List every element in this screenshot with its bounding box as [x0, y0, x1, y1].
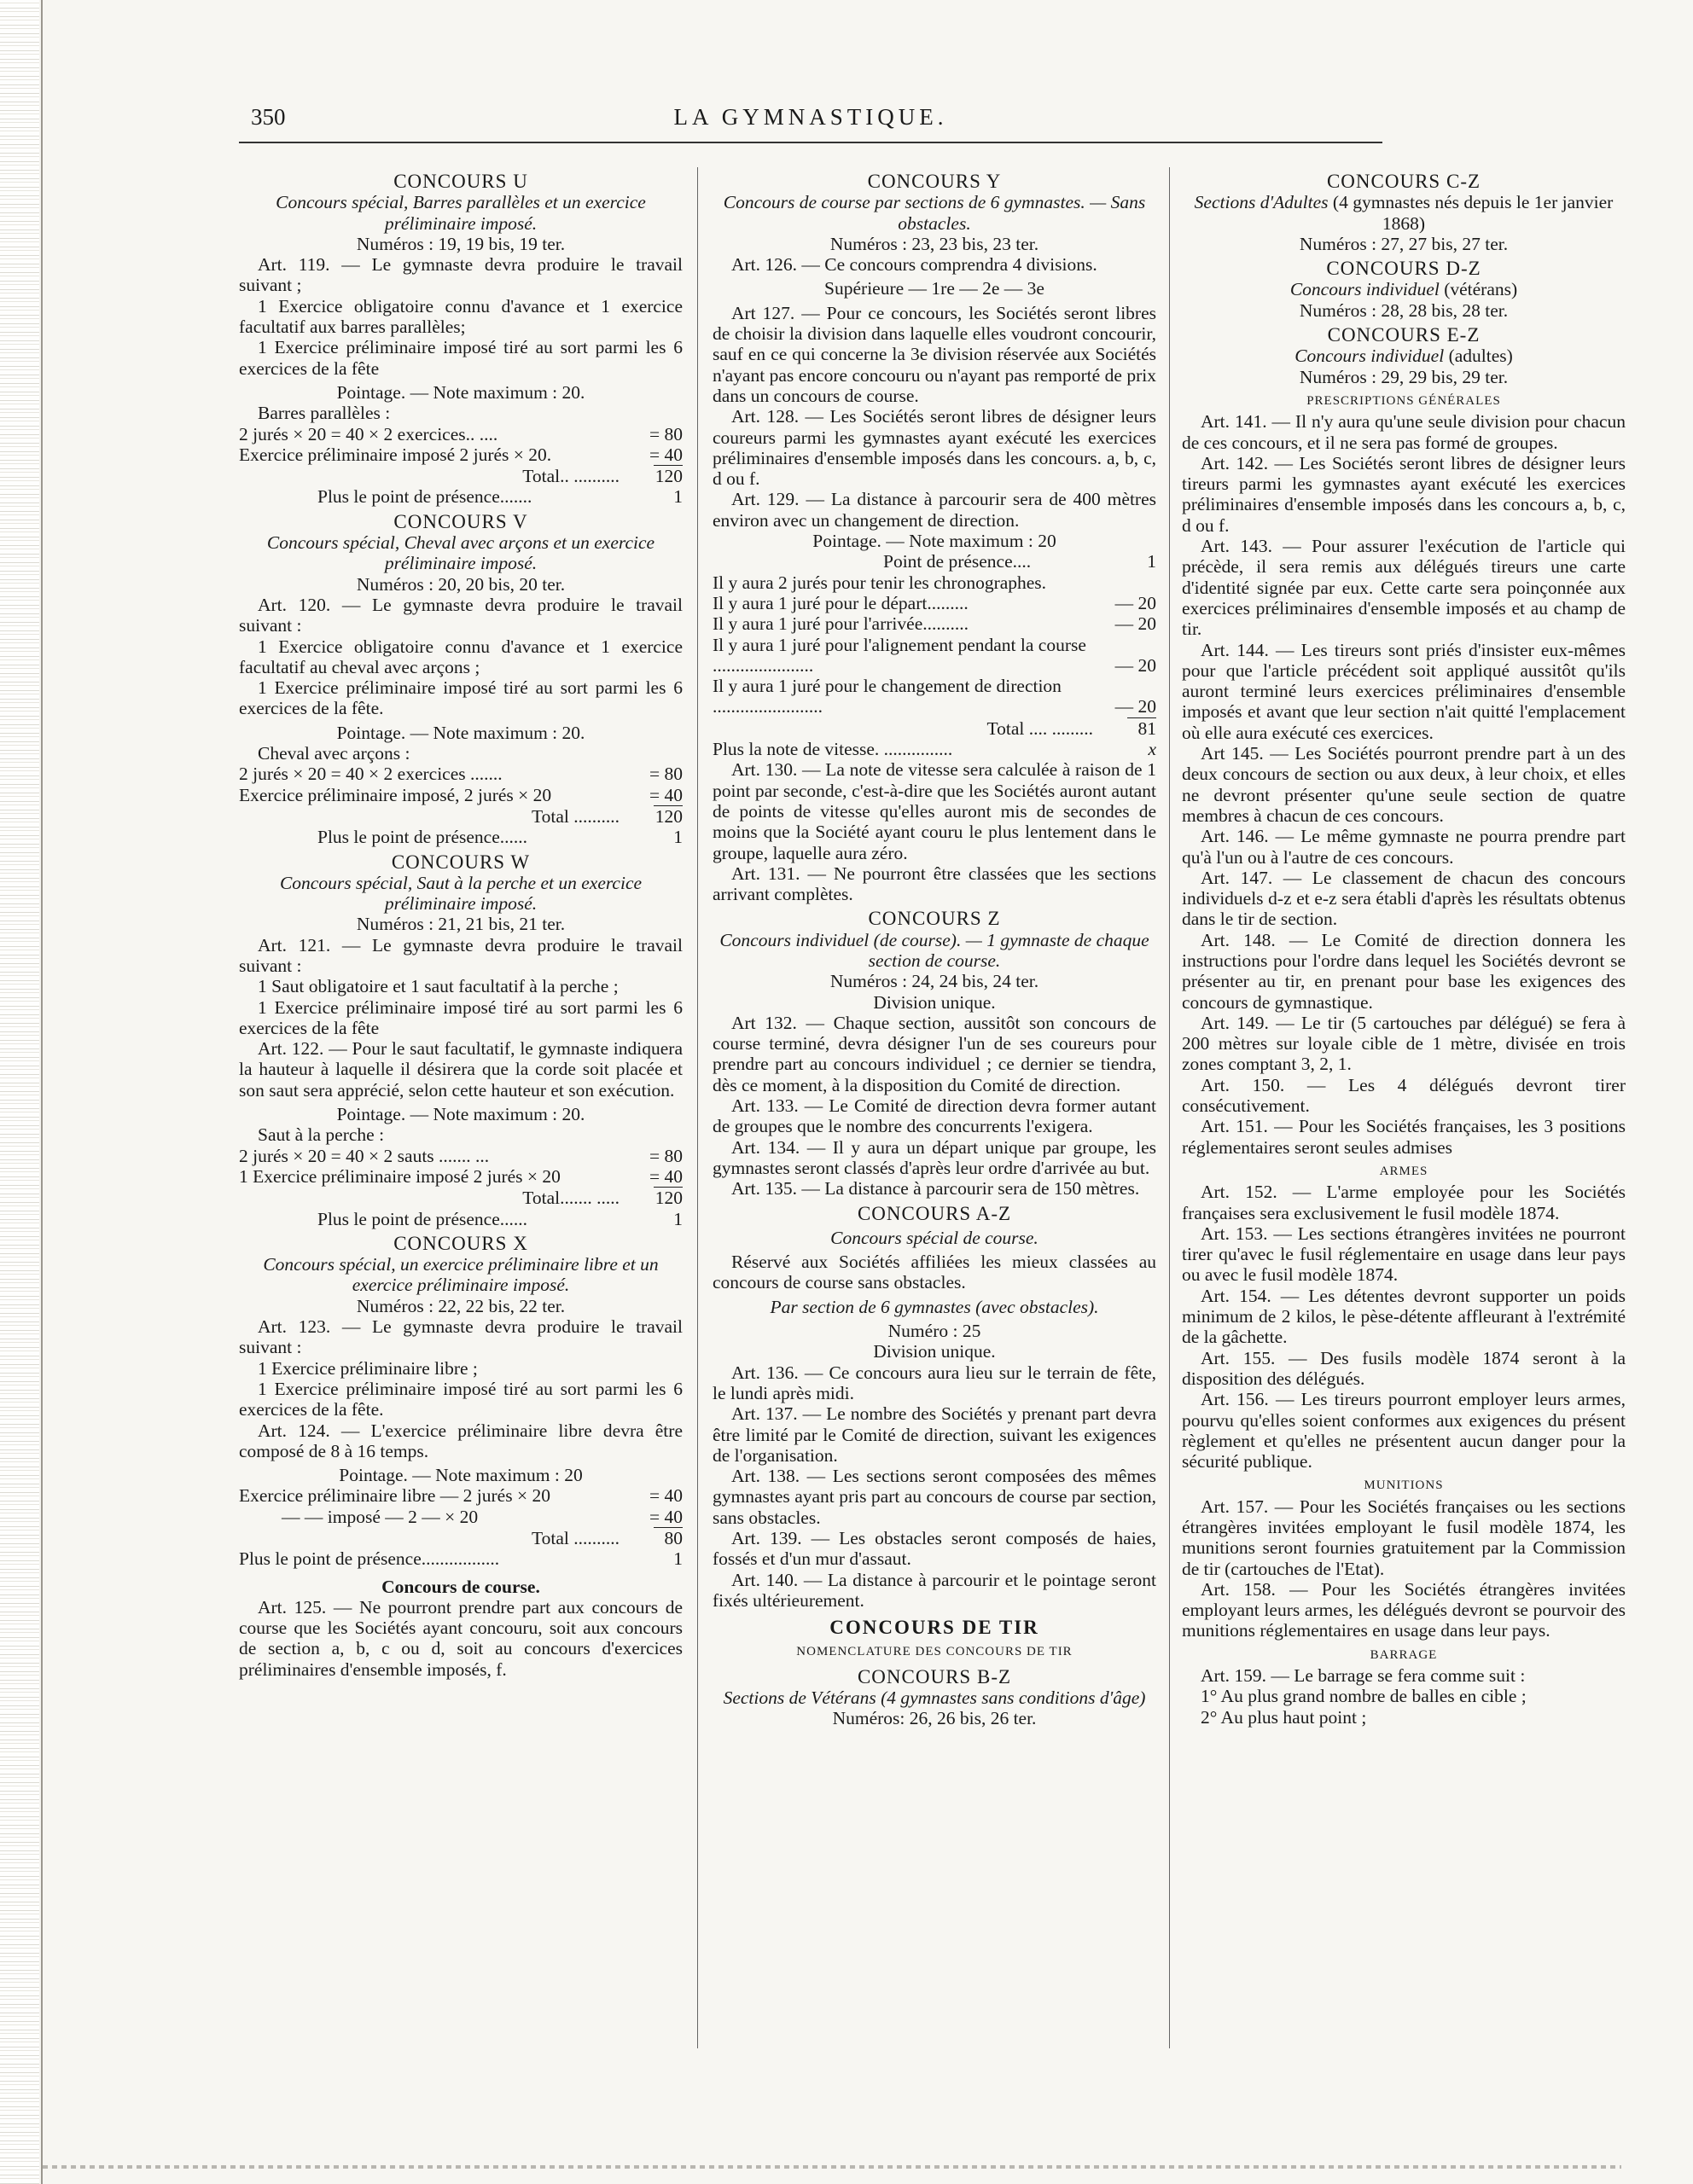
scoring-heading: Pointage. — Note maximum : 20.: [336, 381, 585, 403]
column-2: [713, 167, 1156, 1729]
section-subtitle: Concours spécial, un exercice préliminaire libre et un exercice préliminaire imposé.: [263, 1254, 659, 1296]
article-text: 1 Exercice préliminaire imposé tiré au sort parmi les 6 exercices de la fête: [239, 996, 683, 1038]
score-total: Total .... ......... 81: [986, 717, 1156, 739]
section-heading: CONCOURS Y: [867, 171, 1002, 192]
article-text: 1 Exercice obligatoire connu d'avance et 1 exercice facultatif aux barres parallèles;: [239, 295, 683, 338]
scoring-heading: Pointage. — Note maximum : 20.: [336, 722, 585, 743]
scoring-heading: Pointage. — Note maximum : 20: [812, 531, 1056, 552]
numbers-line: Numéros : 29, 29 bis, 29 ter.: [1299, 366, 1509, 387]
book-binding-edge: [0, 0, 39, 2184]
section-subtitle: Sections de Vétérans (4 gymnastes sans conditions d'âge): [723, 1687, 1146, 1709]
article-text: Art. 159. — Le barrage se fera comme suit :: [1201, 1665, 1526, 1687]
presence-row: Plus le point de présence...... 1: [317, 827, 683, 848]
presence-row: Plus le point de présence...... 1: [317, 1208, 683, 1229]
article-text: Art. 120. — Le gymnaste devra produire le travail suivant :: [239, 594, 683, 636]
numbers-line: Numéros: 26, 26 bis, 26 ter.: [832, 1708, 1037, 1729]
score-line: Il y aura 2 jurés pour tenir les chronographes.: [713, 572, 1047, 593]
article-text: Art. 147. — Le classement de chacun des concours individuels d-z et e-z sera établi d'après les résultats obtenus dans le tir de section.: [1182, 867, 1626, 930]
section-subtitle: Sections d'Adultes (4 gymnastes nés depuis le 1er janvier 1868): [1194, 192, 1614, 234]
article-text: Art. 153. — Les sections étrangères invitées ne pourront tirer qu'avec le fusil réglementaire en usage dans leur pays ou avec le fusil modèle 1874.: [1182, 1223, 1626, 1286]
article-text: Art 132. — Chaque section, aussitôt son concours de course terminé, devra désigner l'un de ses coureurs pour prendre part au concours individuel ; ce dernier se tiendra, dès ce moment, à la disposition du Comité de direction.: [713, 1012, 1156, 1095]
presence-row: Plus le point de présence....... 1: [317, 486, 683, 508]
column-divider-2: [1169, 167, 1170, 2048]
numbers-line: Numéros : 24, 24 bis, 24 ter.: [829, 971, 1039, 992]
gutter-line: [41, 0, 43, 2184]
section-heading: CONCOURS A-Z: [857, 1202, 1012, 1224]
numbers-line: Numéro : 25: [887, 1321, 981, 1342]
section-subtitle: Concours de course par sections de 6 gymnastes. — Sans obstacles.: [723, 192, 1146, 234]
article-text: Art. 123. — Le gymnaste devra produire le travail suivant :: [239, 1316, 683, 1358]
article-text: Art. 125. — Ne pourront prendre part aux concours de course que les Sociétés ayant concouru, soit aux concours de section a, b, c ou d, soit au concours d'exercices préliminaires d'ensemble imposés, f.: [239, 1596, 683, 1680]
numbers-line: Numéros : 20, 20 bis, 20 ter.: [356, 573, 566, 595]
article-text: Art. 137. — Le nombre des Sociétés y prenant part devra être limité par le Comité de direction, suivant les exigences de l'organisation.: [713, 1403, 1156, 1466]
section-heading: CONCOURS B-Z: [857, 1665, 1012, 1687]
section-subtitle: Par section de 6 gymnastes (avec obstacles).: [770, 1296, 1099, 1317]
score-row: Exercice préliminaire imposé 2 jurés × 20. = 40: [239, 444, 683, 465]
scoring-heading: Pointage. — Note maximum : 20.: [336, 1104, 585, 1125]
article-text: Art. 157. — Pour les Sociétés françaises ou les sections étrangères invitées employant le fusil modèle 1874, les munitions seront fournies gratuitement par la Commission de tir (cartouches de l'Etat).: [1182, 1496, 1626, 1579]
article-text: 1 Exercice préliminaire imposé tiré au sort parmi les 6 exercices de la fête.: [239, 1378, 683, 1420]
score-row: Point de présence.... 1: [883, 551, 1156, 572]
score-row: 1 Exercice préliminaire imposé 2 jurés × 20 = 40: [239, 1165, 683, 1187]
subsection-heading: BARRAGE: [1370, 1647, 1438, 1662]
section-subtitle: Concours spécial, Saut à la perche et un exercice préliminaire imposé.: [279, 872, 643, 915]
page-bottom-edge: [43, 2165, 1621, 2169]
article-text: Art. 149. — Le tir (5 cartouches par délégué) se fera à 200 mètres sur loyale cible de 1 mètre, divisée en trois zones comptant 3, 2, 1.: [1182, 1012, 1626, 1075]
column-divider-1: [697, 167, 698, 2048]
section-subtitle: Concours spécial de course.: [830, 1227, 1038, 1248]
article-text: 1 Exercice préliminaire imposé tiré au sort parmi les 6 exercices de la fête: [239, 337, 683, 379]
score-row: 2 jurés × 20 = 40 × 2 exercices.. .... = 80: [239, 423, 683, 444]
article-text: Art. 148. — Le Comité de direction donnera les instructions pour l'ordre dans lequel les Sociétés devront se présenter au tir, en prenant pour base les exigences des concours de gymnastique.: [1182, 929, 1626, 1013]
article-text: Art. 151. — Pour les Sociétés françaises, les 3 positions réglementaires seront seules admises: [1182, 1116, 1626, 1158]
article-text: 1 Exercice préliminaire imposé tiré au sort parmi les 6 exercices de la fête.: [239, 677, 683, 719]
article-text: Art. 134. — Il y aura un départ unique par groupe, les gymnastes seront classés d'après leur ordre d'arrivée au but.: [713, 1136, 1156, 1178]
article-text: 1 Saut obligatoire et 1 saut facultatif à la perche ;: [258, 976, 619, 997]
article-text: Art. 139. — Les obstacles seront composés de haies, fossés et d'un mur d'assaut.: [713, 1528, 1156, 1570]
apparatus-label: Barres parallèles :: [258, 403, 391, 424]
numbers-line: Numéros : 28, 28 bis, 28 ter.: [1299, 299, 1509, 321]
running-title: LA GYMNASTIQUE.: [673, 104, 948, 130]
article-text: Réservé aux Sociétés affiliées les mieux classées au concours de course sans obstacles.: [713, 1252, 1156, 1293]
section-heading-bold: Concours de course.: [381, 1576, 540, 1597]
shooting-heading: CONCOURS DE TIR: [829, 1617, 1039, 1639]
score-row: 2 jurés × 20 = 40 × 2 exercices ....... = 80: [239, 764, 683, 785]
score-total: Total....... ..... 120: [522, 1188, 683, 1209]
score-row: — — imposé — 2 — × 20 = 40: [282, 1506, 683, 1527]
score-total: Total .......... 120: [532, 805, 683, 827]
article-text: Art. 136. — Ce concours aura lieu sur le terrain de fête, le lundi après midi.: [713, 1362, 1156, 1403]
section-subtitle: Concours spécial, Cheval avec arçons et un exercice préliminaire imposé.: [266, 532, 655, 574]
article-text: Art. 124. — L'exercice préliminaire libre devra être composé de 8 à 16 temps.: [239, 1420, 683, 1461]
article-text: Art 127. — Pour ce concours, les Sociétés seront libres de choisir la division dans laquelle elles voudront concourir, sauf en ce qui concerne la 3e division réservée aux Sociétés n'ayant pas encore concouru ou n'ayant pas remporté de prix dans un concours de course.: [713, 302, 1156, 406]
division-line: Division unique.: [873, 991, 996, 1013]
article-text: Art. 156. — Les tireurs pourront employer leurs armes, pourvu qu'elles soient conformes aux exigences du présent règlement et qu'elles ne présentent aucun danger pour la sécurité publique.: [1182, 1389, 1626, 1472]
numbers-line: Numéros : 19, 19 bis, 19 ter.: [356, 233, 566, 254]
apparatus-label: Saut à la perche :: [258, 1124, 385, 1146]
subsection-heading: MUNITIONS: [1364, 1478, 1444, 1493]
article-text: Art. 126. — Ce concours comprendra 4 divisions.: [731, 254, 1097, 276]
column-1: [239, 167, 683, 1680]
article-text: Art. 131. — Ne pourront être classées que les sections arrivant complètes.: [713, 863, 1156, 905]
score-row: Il y aura 1 juré pour l'alignement pendant la course ...................... — 20: [713, 634, 1156, 676]
section-heading: CONCOURS X: [393, 1232, 528, 1254]
section-heading: CONCOURS C-Z: [1326, 171, 1481, 192]
apparatus-label: Cheval avec arçons :: [258, 743, 410, 764]
score-row: Plus la note de vitesse. ............... x: [713, 739, 1156, 760]
nomenclature-heading: NOMENCLATURE DES CONCOURS DE TIR: [796, 1645, 1073, 1659]
article-text: Art. 142. — Les Sociétés seront libres de désigner leurs tireurs parmi les gymnastes ayant exécuté les exercices préliminaires d'ensemble imposés dans les concours a, b, c, d ou f.: [1182, 452, 1626, 536]
page-header: [239, 104, 1382, 138]
article-text: Art. 122. — Pour le saut facultatif, le gymnaste indiquera la hauteur à laquelle il désirera que la corde soit placée et son saut sera apprécié, selon cette hauteur et son exécution.: [239, 1038, 683, 1101]
article-text: Art. 152. — L'arme employée pour les Sociétés françaises sera exclusivement le fusil modèle 1874.: [1182, 1182, 1626, 1223]
article-text: Art. 135. — La distance à parcourir sera de 150 mètres.: [731, 1178, 1140, 1199]
page-number: 350: [251, 104, 286, 130]
subsection-heading: PRESCRIPTIONS GÉNÉRALES: [1306, 393, 1501, 408]
column-3: [1182, 167, 1626, 1728]
header-rule: [239, 142, 1382, 143]
scoring-heading: Pointage. — Note maximum : 20: [339, 1465, 583, 1486]
section-subtitle: Concours individuel (vétérans): [1289, 279, 1518, 300]
article-text: Art. 138. — Les sections seront composées des mêmes gymnastes ayant pris part au concours de course par section, sans obstacles.: [713, 1466, 1156, 1528]
article-text: 2° Au plus haut point ;: [1201, 1706, 1367, 1728]
article-text: 1 Exercice obligatoire connu d'avance et 1 exercice facultatif au cheval avec arçons ;: [239, 636, 683, 677]
numbers-line: Numéros : 27, 27 bis, 27 ter.: [1299, 233, 1509, 254]
article-text: Art. 140. — La distance à parcourir et le pointage seront fixés ultérieurement.: [713, 1569, 1156, 1611]
section-heading: CONCOURS U: [393, 171, 528, 192]
section-heading: CONCOURS V: [393, 510, 528, 532]
section-heading: CONCOURS D-Z: [1326, 258, 1481, 280]
section-heading: CONCOURS E-Z: [1327, 324, 1481, 346]
section-subtitle: Concours individuel (de course). — 1 gymnaste de chaque section de course.: [719, 929, 1149, 971]
score-row: Il y aura 1 juré pour le changement de direction ........................ — 20: [713, 676, 1156, 717]
numbers-line: Numéros : 22, 22 bis, 22 ter.: [356, 1295, 566, 1316]
article-text: Art 145. — Les Sociétés pourront prendre part à un des deux concours de section ou aux deux, à leur choix, et elles ne devront présenter qu'une seule section de quatre membres à chacun de ces concours.: [1182, 743, 1626, 826]
division-list: Supérieure — 1re — 2e — 3e: [824, 278, 1044, 299]
score-total: Total .......... 80: [532, 1528, 683, 1548]
article-text: Art. 130. — La note de vitesse sera calculée à raison de 1 point par seconde, c'est-à-dire que les Sociétés auront autant de points de vitesse qu'elles auront mis de secondes de moins que la Société ayant couru le plus lentement dans le groupe, laquelle aura zéro.: [713, 759, 1156, 863]
article-text: Art. 141. — Il n'y aura qu'une seule division pour chacun de ces concours, et il ne sera pas formé de groupes.: [1182, 411, 1626, 453]
section-heading: CONCOURS W: [391, 851, 531, 873]
article-text: Art. 146. — Le même gymnaste ne pourra prendre part qu'à l'un ou à l'autre de ces concours.: [1182, 826, 1626, 868]
article-text: 1 Exercice préliminaire libre ;: [258, 1357, 478, 1379]
numbers-line: Numéros : 21, 21 bis, 21 ter.: [356, 914, 566, 935]
article-text: Art. 121. — Le gymnaste devra produire le travail suivant :: [239, 934, 683, 976]
article-text: Art. 158. — Pour les Sociétés étrangères invitées employant leurs armes, les délégués devront se pourvoir des munitions réglementaires en usage dans leur pays.: [1182, 1578, 1626, 1641]
division-line: Division unique.: [873, 1341, 996, 1362]
article-text: Art. 144. — Les tireurs sont priés d'insister eux-mêmes pour que l'article précédent soit appliqué aussitôt qu'ils auront terminé leurs exercices préliminaires d'ensemble imposés et avant que leur section n'ait quitté l'emplacement où elle aura exécuté ces exercices.: [1182, 639, 1626, 743]
article-text: Art. 133. — Le Comité de direction devra former autant de groupes que le nombre des concurrents l'exigera.: [713, 1095, 1156, 1137]
article-text: Art. 150. — Les 4 délégués devront tirer consécutivement.: [1182, 1074, 1626, 1117]
article-text: 1° Au plus grand nombre de balles en cible ;: [1201, 1686, 1527, 1707]
score-row: 2 jurés × 20 = 40 × 2 sauts ....... ... = 80: [239, 1145, 683, 1166]
presence-row: Plus le point de présence................. 1: [239, 1548, 683, 1570]
score-row: Exercice préliminaire libre — 2 jurés × 20 = 40: [239, 1485, 683, 1507]
article-text: Art. 154. — Les détentes devront supporter un poids minimum de 2 kilos, le pèse-détente affleurant à l'extrémité de la gâchette.: [1182, 1285, 1626, 1348]
score-row: Exercice préliminaire imposé, 2 jurés × 20 = 40: [239, 784, 683, 805]
article-text: Art. 129. — La distance à parcourir sera de 400 mètres environ avec un changement de direction.: [713, 489, 1156, 531]
section-subtitle: Concours individuel (adultes): [1294, 346, 1513, 367]
article-text: Art. 119. — Le gymnaste devra produire le travail suivant ;: [239, 254, 683, 296]
section-heading: CONCOURS Z: [868, 908, 1001, 930]
score-row: Il y aura 1 juré pour l'arrivée.......... — 20: [713, 613, 1156, 635]
article-text: Art. 155. — Des fusils modèle 1874 seront à la disposition des délégués.: [1182, 1347, 1626, 1389]
article-text: Art. 128. — Les Sociétés seront libres de désigner leurs coureurs parmi les gymnastes ayant exécuté les exercices préliminaires d'ensemble imposés dans les concours. a, b, c, d ou f.: [713, 406, 1156, 490]
subsection-heading: ARMES: [1379, 1164, 1428, 1178]
score-total: Total.. .......... 120: [522, 466, 683, 487]
score-row: Il y aura 1 juré pour le départ......... — 20: [713, 592, 1156, 613]
article-text: Art. 143. — Pour assurer l'exécution de l'article qui précède, il sera remis aux délégués tireurs une carte d'identité signée par eux. Cette carte sera poinçonnée aux exercices préliminaires d'ensemble imposés et au champ de tir.: [1182, 536, 1626, 640]
numbers-line: Numéros : 23, 23 bis, 23 ter.: [829, 233, 1039, 254]
section-subtitle: Concours spécial, Barres parallèles et un exercice préliminaire imposé.: [276, 192, 646, 234]
